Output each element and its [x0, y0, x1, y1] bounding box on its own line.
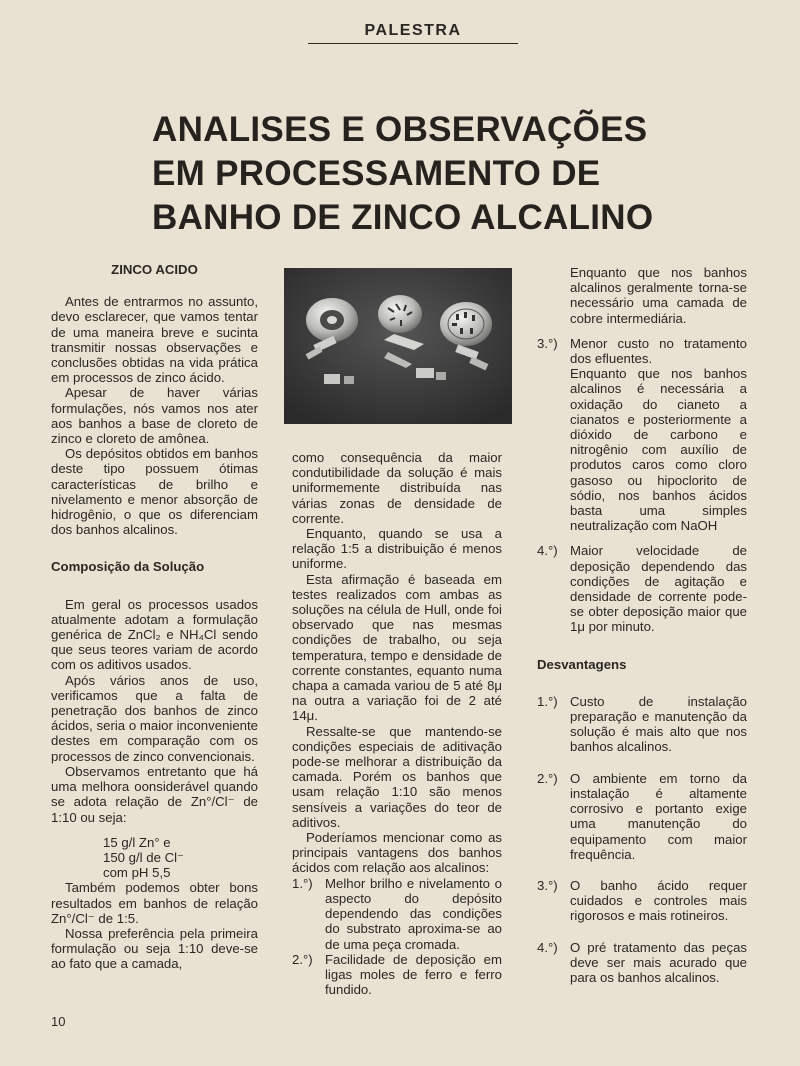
section-heading: Composição da Solução [51, 559, 205, 575]
list-number: 1.°) [537, 693, 558, 709]
formula-line: com pH 5,5 [103, 865, 171, 881]
list-number: 3.°) [537, 877, 558, 893]
list-text: Menor custo no tratamento dos efluentes. [570, 335, 747, 367]
title-line: EM PROCESSAMENTO DE [152, 154, 601, 193]
list-item [537, 878, 747, 924]
section-heading: Desvantagens [537, 656, 627, 672]
formula-line: 150 g/l de Cl⁻ [103, 849, 185, 865]
list-number: 4.°) [537, 543, 558, 559]
photo-image [284, 268, 512, 424]
paragraph: Antes de entrarmos no assunto, devo esclarecer, que vamos tentar de uma maneira breve e sucinta transmitir nossas observações e conclusões obtidas na vida prática em processos de zinco ácido. [51, 294, 258, 386]
list-text: O pré tratamento das peças deve ser mais acurado que para os banhos alcalinos. [570, 939, 747, 985]
list-text: Enquanto que nos banhos alcalinos geralmente torna-se necessário uma camada de cobre intermediária. [570, 265, 747, 326]
paragraph: Também podemos obter bons resultados em banhos de relação Zn°/Cl⁻ de 1:5. [51, 880, 258, 926]
list-item [537, 694, 747, 755]
paragraph: Esta afirmação é baseada em testes realizados com ambas as soluções na célula de Hull, onde foi observado que nas mesmas condições de trabalho, ou seja temperatura, tempo e densidade de corrente constantes, equanto numa chapa a camada variou de 5 até 8μ na outra a variação foi de 2 até 14μ. [292, 571, 502, 724]
paragraph: Os depósitos obtidos em banhos deste tipo possuem ótimas características de brilho e nivelamento e menor absorção de hidrogênio, o que os diferenciam dos banhos alcalinos. [51, 446, 258, 538]
paragraph: Ressalte-se que mantendo-se condições especiais de aditivação pode-se melhorar a distribuição da camada. Porém os banhos que usam relação 1:10 são menos sensíveis a variações do teor de aditivos. [292, 723, 502, 830]
column-middle [292, 450, 502, 997]
list-item [537, 543, 747, 634]
list-text: Facilidade de deposição em ligas moles de ferro e ferro fundido. [325, 951, 502, 998]
zinc-parts-photo [284, 268, 512, 424]
list-item [292, 952, 502, 998]
paragraph: Observamos entretanto que há uma melhora oonsiderável quando se adota relação de Zn°/Cl⁻ de 1:10 ou seja: [51, 763, 258, 825]
list-text: O banho ácido requer cuidados e controles mais rigorosos e mais rotineiros. [570, 877, 747, 924]
section-heading: ZINCO ACIDO [111, 262, 198, 277]
title-line: BANHO DE ZINCO ALCALINO [152, 198, 654, 237]
paragraph: Nossa preferência pela primeira formulação ou seja 1:10 deve-se ao fato que a camada, [51, 925, 258, 972]
list-item [292, 876, 502, 952]
list-number: 1.°) [292, 875, 313, 891]
paragraph: como consequência da maior condutibilidade da solução é mais uniformemente distribuída nas várias zonas de densidade de corrente. [292, 450, 502, 526]
formula-line: 15 g/l Zn° e [103, 834, 171, 850]
paragraph: Poderíamos mencionar como as principais vantagens dos banhos ácidos com relação aos alcalinos: [292, 830, 502, 876]
page-number: 10 [51, 1014, 66, 1029]
paragraph: Apesar de haver várias formulações, nós vamos nos ater aos banhos a base de cloreto de zinco e cloreto de amônea. [51, 385, 258, 447]
paragraph: Em geral os processos usados atualmente adotam a formulação genérica de ZnCl₂ e NH₄Cl sendo que seus teores variam de acordo com os aditivos usados. [51, 596, 258, 673]
title-line: ANALISES E OBSERVAÇÕES [152, 110, 648, 149]
list-number: 3.°) [537, 335, 558, 351]
list-text: Enquanto que nos banhos alcalinos é necessária a oxidação do cianeto a cianatos e posteriormente a dióxido de carbono e nitrogênio com auxílio de produtos caros como cloro gasoso ou hipoclorito de sódio, nos banhos ácidos basta uma simples neutralização com NaOH [570, 366, 747, 534]
column-right [537, 265, 747, 985]
list-number: 2.°) [537, 770, 558, 786]
article-title [152, 108, 772, 240]
list-item [537, 771, 747, 862]
list-text: Melhor brilho e nivelamento o aspecto do depósito dependendo das condições do substrato aproxima-se ao de uma peça cromada. [325, 875, 502, 952]
list-text: Custo de instalação preparação e manutenção da solução é mais alto que nos banhos alcalinos. [570, 693, 747, 755]
list-number: 2.°) [292, 951, 313, 967]
list-text: O ambiente em torno da instalação é altamente corrosivo e portanto exige uma manutenção do equipamento com maior frequência. [570, 770, 747, 862]
section-label: PALESTRA [308, 22, 518, 44]
paragraph: Após vários anos de uso, verificamos que a falta de penetração dos banhos de zinco ácidos, seria o maior inconveniente destes em comparação com os processos de zinco convencionais. [51, 672, 258, 764]
list-item [537, 336, 747, 534]
list-item [537, 940, 747, 986]
list-number: 4.°) [537, 939, 558, 955]
column-left [51, 262, 258, 972]
paragraph: Enquanto, quando se usa a relação 1:5 a distribuição é menos uniforme. [292, 526, 502, 572]
list-continuation [537, 265, 747, 326]
list-text: Maior velocidade de deposição dependendo das condições de agitação e densidade de corrente pode-se obter deposição maior que 1μ por minuto. [570, 543, 747, 635]
